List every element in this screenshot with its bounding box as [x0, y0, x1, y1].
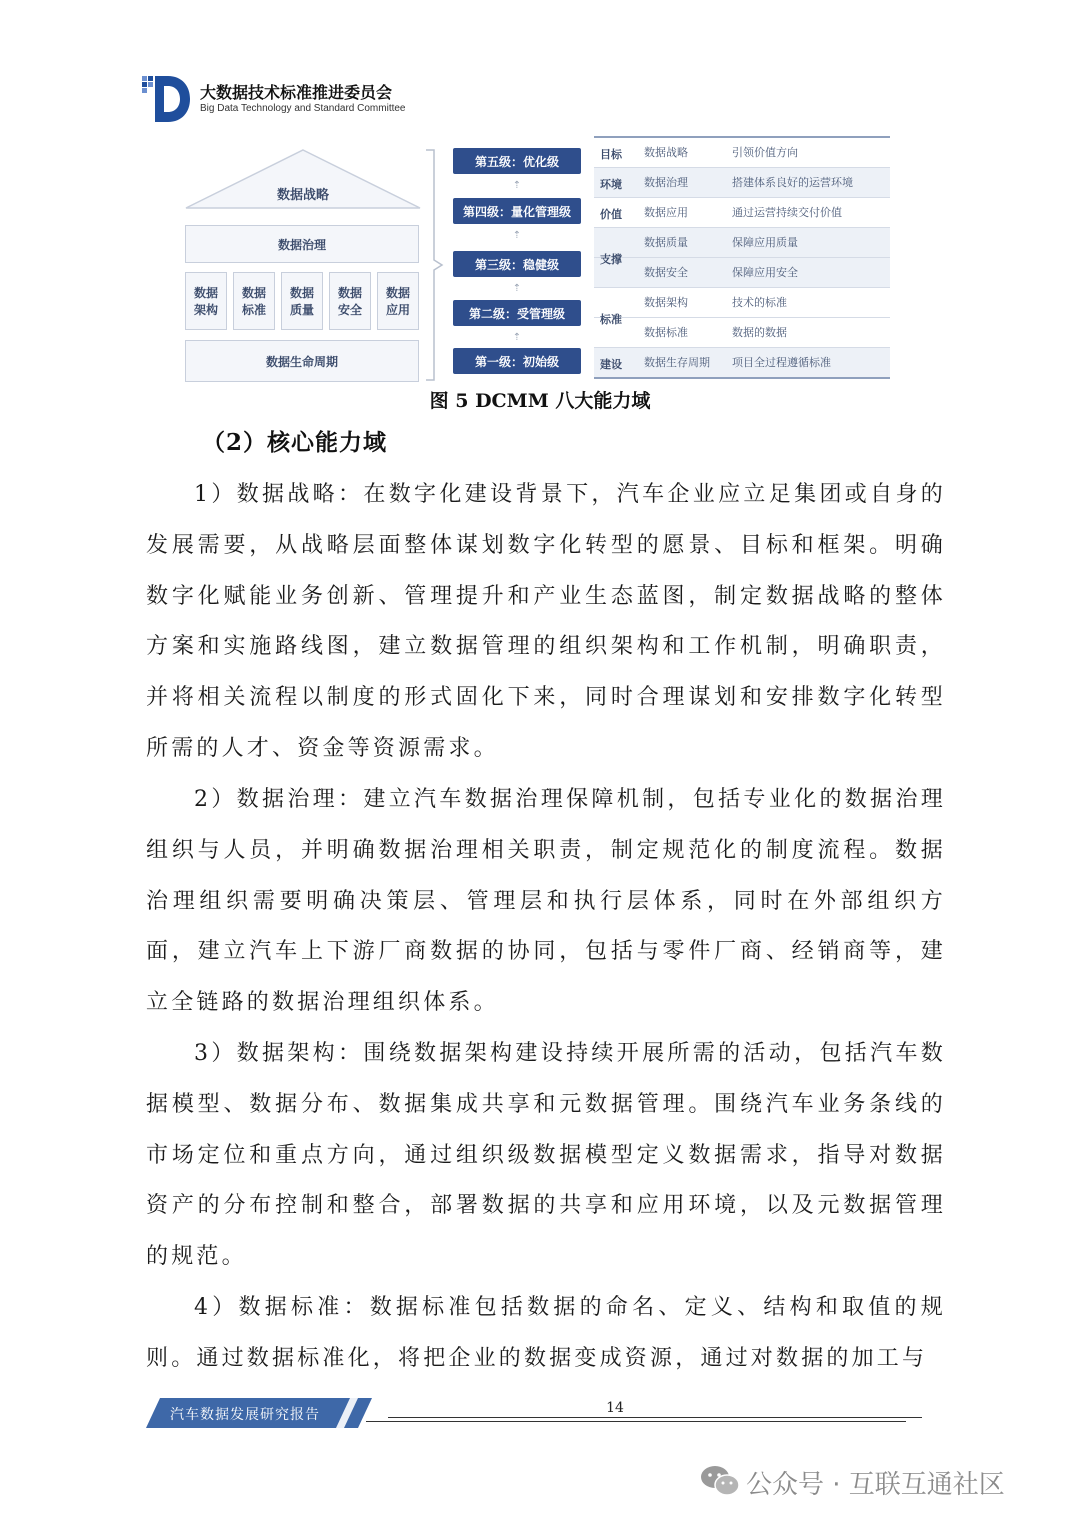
watermark — [700, 1462, 1050, 1502]
pillar-line2: 安全 — [337, 303, 362, 317]
paragraph-data-governance: 2）数据治理：建立汽车数据治理保障机制，包括专业化的数据治理组织与人员，并明确数据治理相关职责，制定规范化的制度流程。数据治理组织需要明确决策层、管理层和执行层体系，同时在外部组织方面，建立汽车上下游厂商数据的协同，包括与零件厂商、经销商等，建立全链路的数据治理组织体系。 — [146, 787, 946, 1016]
pillar-line2: 标准 — [241, 303, 266, 317]
header-logo — [142, 74, 412, 124]
row-desc: 数据的数据 — [732, 326, 787, 339]
org-name-en: Big Data Technology and Standard Committee — [200, 103, 406, 114]
row-desc: 搭建体系良好的运营环境 — [732, 176, 853, 189]
level-arrow-icon: ⇡ — [512, 332, 522, 343]
pyramid-governance: 数据治理 — [185, 225, 419, 263]
logo-d-icon — [142, 74, 192, 124]
row-desc: 技术的标准 — [732, 296, 787, 309]
pillar-architecture — [185, 272, 227, 330]
pyramid-base: 数据生命周期 — [185, 340, 419, 382]
level-arrow-icon: ⇡ — [512, 283, 522, 294]
paragraph-data-standard: 4）数据标准：数据标准包括数据的命名、定义、结构和取值的规则。通过数据标准化，将把企业的数据变成资源，通过对数据的加工与 — [146, 1295, 946, 1371]
row-desc: 引领价值方向 — [732, 146, 798, 159]
row-domain: 数据架构 — [644, 296, 688, 309]
footer-rule — [388, 1417, 922, 1418]
paragraph-data-strategy: 1）数据战略：在数字化建设背景下，汽车企业应立足集团或自身的发展需要，从战略层面整体谋划数字化转型的愿景、目标和框架。明确数字化赋能业务创新、管理提升和产业生态蓝图，制定数据战略的整体方案和实施路线图，建立数据管理的组织架构和工作机制，明确职责，并将相关流程以制度的形式固化下来，同时合理谋划和安排数字化转型所需的人才、资金等资源需求。 — [146, 482, 946, 761]
row-domain: 数据标准 — [644, 326, 688, 339]
table-row — [594, 348, 890, 379]
footer-report-title: 汽车数据发展研究报告 — [170, 1407, 320, 1423]
level-5: 第五级：优化级 — [453, 148, 581, 174]
footer-rule — [366, 1421, 906, 1422]
table-row — [594, 138, 890, 168]
pillar-application — [377, 272, 419, 330]
category-goal: 目标 — [600, 148, 622, 161]
row-desc: 通过运营持续交付价值 — [732, 206, 842, 219]
pillar-line2: 架构 — [193, 303, 218, 317]
row-desc: 项目全过程遵循标准 — [732, 356, 831, 369]
row-domain: 数据应用 — [644, 206, 688, 219]
pillar-line1: 数据 — [289, 286, 314, 300]
table-row — [594, 258, 890, 288]
row-domain: 数据生存周期 — [644, 356, 710, 369]
pillar-line1: 数据 — [241, 286, 266, 300]
pillar-standard — [233, 272, 275, 330]
section-heading: （2）核心能力域 — [202, 429, 388, 456]
category-value: 价值 — [600, 208, 622, 221]
row-domain: 数据治理 — [644, 176, 688, 189]
level-2: 第二级：受管理级 — [453, 300, 581, 326]
category-support: 支撑 — [600, 253, 622, 266]
level-1: 第一级：初始级 — [453, 348, 581, 374]
pillar-line2: 质量 — [289, 303, 314, 317]
table-row — [594, 288, 890, 318]
category-standard: 标准 — [600, 313, 622, 326]
table-row — [594, 168, 890, 198]
level-arrow-icon: ⇡ — [512, 230, 522, 241]
level-arrow-icon: ⇡ — [512, 180, 522, 191]
table-row — [594, 318, 890, 348]
table-row — [594, 228, 890, 258]
footer-report-tag — [146, 1398, 372, 1428]
row-domain: 数据安全 — [644, 266, 688, 279]
pillar-line2: 应用 — [385, 303, 410, 317]
pillar-line1: 数据 — [385, 286, 410, 300]
row-domain: 数据战略 — [644, 146, 688, 159]
org-name-cn: 大数据技术标准推进委员会 — [200, 83, 393, 102]
level-3: 第三级：稳健级 — [453, 251, 581, 277]
table-row — [594, 198, 890, 228]
row-desc: 保障应用安全 — [732, 266, 798, 279]
watermark-text: 公众号 · 互联互通社区 — [746, 1470, 1005, 1500]
pyramid-roof-label: 数据战略 — [276, 188, 329, 203]
wechat-icon — [700, 1464, 740, 1498]
bracket-shape — [424, 148, 448, 382]
level-4: 第四级：量化管理级 — [453, 198, 581, 224]
figure-caption: 图 5 DCMM 八大能力域 — [429, 390, 651, 412]
category-build: 建设 — [600, 358, 622, 371]
pillar-quality — [281, 272, 323, 330]
pillar-security — [329, 272, 371, 330]
paragraph-data-architecture: 3）数据架构：围绕数据架构建设持续开展所需的活动，包括汽车数据模型、数据分布、数据集成共享和元数据管理。围绕汽车业务条线的市场定位和重点方向，通过组织级数据模型定义数据需求，指导对数据资产的分布控制和整合，部署数据的共享和应用环境，以及元数据管理的规范。 — [146, 1041, 946, 1270]
page-number: 14 — [606, 1400, 624, 1416]
pillar-line1: 数据 — [193, 286, 218, 300]
row-desc: 保障应用质量 — [732, 236, 798, 249]
row-domain: 数据质量 — [644, 236, 688, 249]
category-environment: 环境 — [600, 178, 622, 191]
pillar-line1: 数据 — [337, 286, 362, 300]
dcmm-figure — [0, 130, 1080, 390]
